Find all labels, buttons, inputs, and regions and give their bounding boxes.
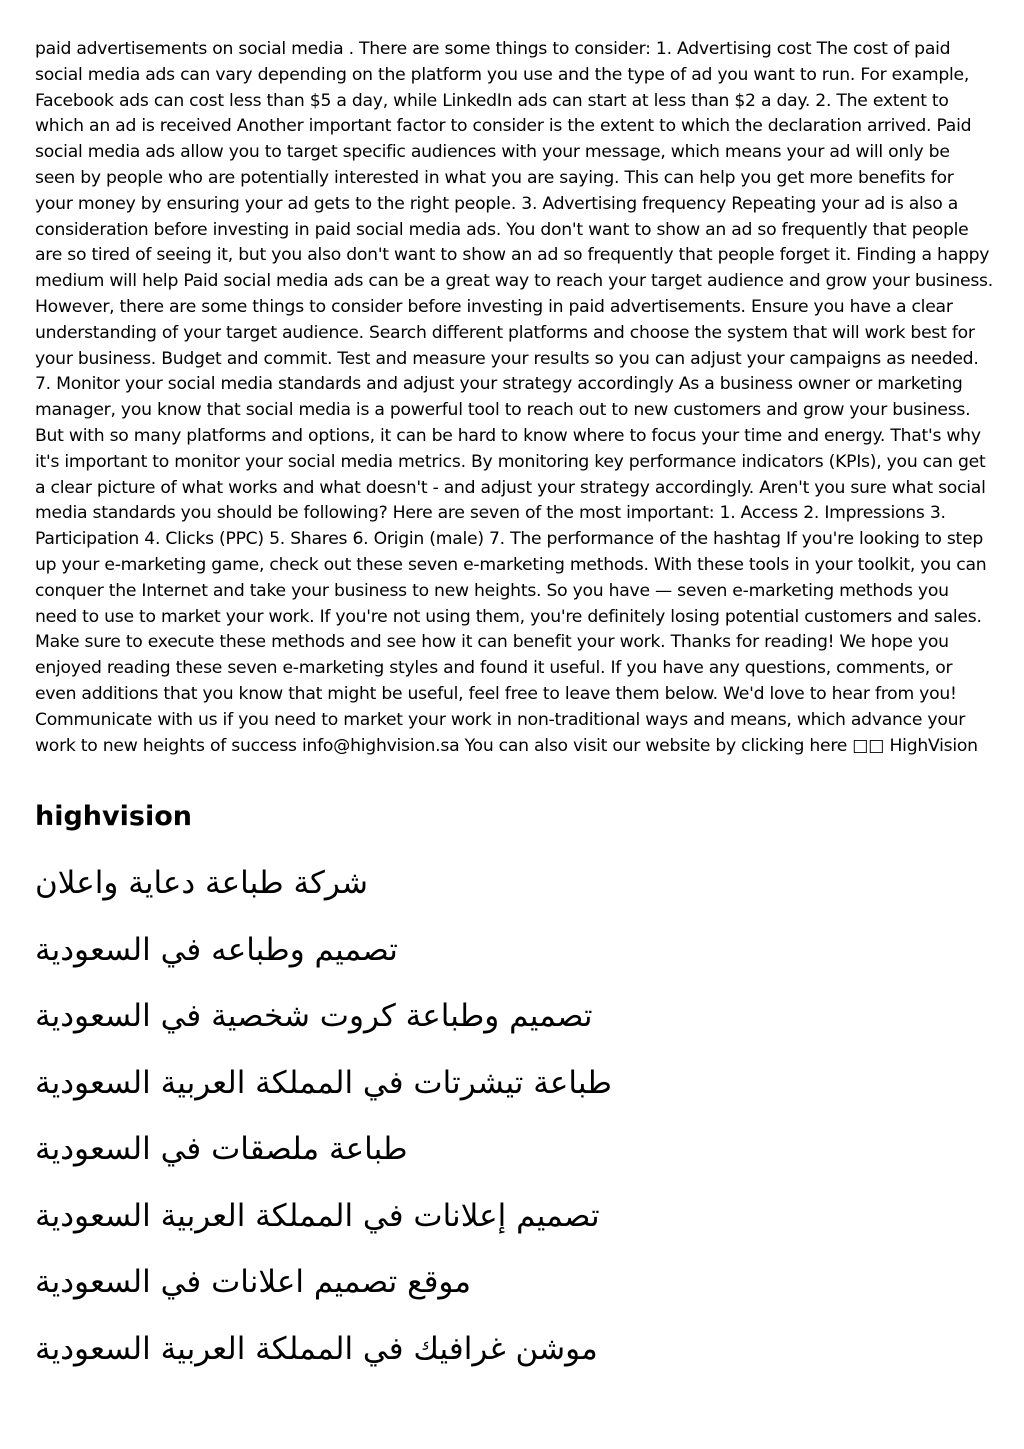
keyword-heading: موشن غرافيك في المملكة العربية السعودية (35, 1330, 598, 1367)
keyword-heading: طباعة ملصقات في السعودية (35, 1131, 408, 1168)
keyword-heading: طباعة تيشرتات في المملكة العربية السعودية (35, 1064, 612, 1101)
keyword-heading: شركة طباعة دعاية واعلان (35, 865, 368, 902)
keyword-headings-list (35, 865, 993, 1367)
document-page (35, 37, 993, 1367)
keyword-heading: موقع تصميم اعلانات في السعودية (35, 1264, 472, 1301)
keyword-heading: تصميم وطباعة كروت شخصية في السعودية (35, 998, 593, 1035)
keyword-heading: تصميم إعلانات في المملكة العربية السعودية (35, 1197, 600, 1234)
article-body-text: paid advertisements on social media . There are some things to consider: 1. Advertising cost The cost of paid social media ads can vary depending on the platform you use and the type of ad you want to run. For example, Facebook ads can cost less than $5 a day, while LinkedIn ads can start at less than $2 a day. 2. The extent to which an ad is received Another important factor to consider is the extent to which the declaration arrived. Paid social media ads allow you to target specific audiences with your message, which means your ad will only be seen by people who are potentially interested in what you are saying. This can help you get more benefits for your money by ensuring your ad gets to the right people. 3. Advertising frequency Repeating your ad is also a consideration before investing in paid social media ads. You don't want to show an ad so frequently that people are so tired of seeing it, but you also don't want to show an ad so frequently that people forget it. Finding a happy medium will help Paid social media ads can be a great way to reach your target audience and grow your business. However, there are some things to consider before investing in paid advertisements. Ensure you have a clear understanding of your target audience. Search different platforms and choose the system that will work best for your business. Budget and commit. Test and measure your results so you can adjust your campaigns as needed. 7. Monitor your social media standards and adjust your strategy accordingly As a business owner or marketing manager, you know that social media is a powerful tool to reach out to new customers and grow your business. But with so many platforms and options, it can be hard to know where to focus your time and energy. That's why it's important to monitor your social media metrics. By monitoring key performance indicators (KPIs), you can get a clear picture of what works and what doesn't - and adjust your strategy accordingly. Aren't you sure what social media standards you should be following? Here are seven of the most important: 1. Access 2. Impressions 3. Participation 4. Clicks (PPC) 5. Shares 6. Origin (male) 7. The performance of the hashtag If you're looking to step up your e-marketing game, check out these seven e-marketing methods. With these tools in your toolkit, you can conquer the Internet and take your business to new heights. So you have — seven e-marketing methods you need to use to market your work. If you're not using them, you're definitely losing potential customers and sales. Make sure to execute these methods and see how it can benefit your work. Thanks for reading! We hope you enjoyed reading these seven e-marketing styles and found it useful. If you have any questions, comments, or even additions that you know that might be useful, feel free to leave them below. We'd love to hear from you! Communicate with us if you need to market your work in non-traditional ways and means, which advance your work to new heights of success info@highvision.sa You can also visit our website by clicking here □□ HighVision (35, 39, 993, 756)
site-name-heading: highvision (35, 801, 192, 833)
keyword-heading: تصميم وطباعه في السعودية (35, 931, 398, 968)
